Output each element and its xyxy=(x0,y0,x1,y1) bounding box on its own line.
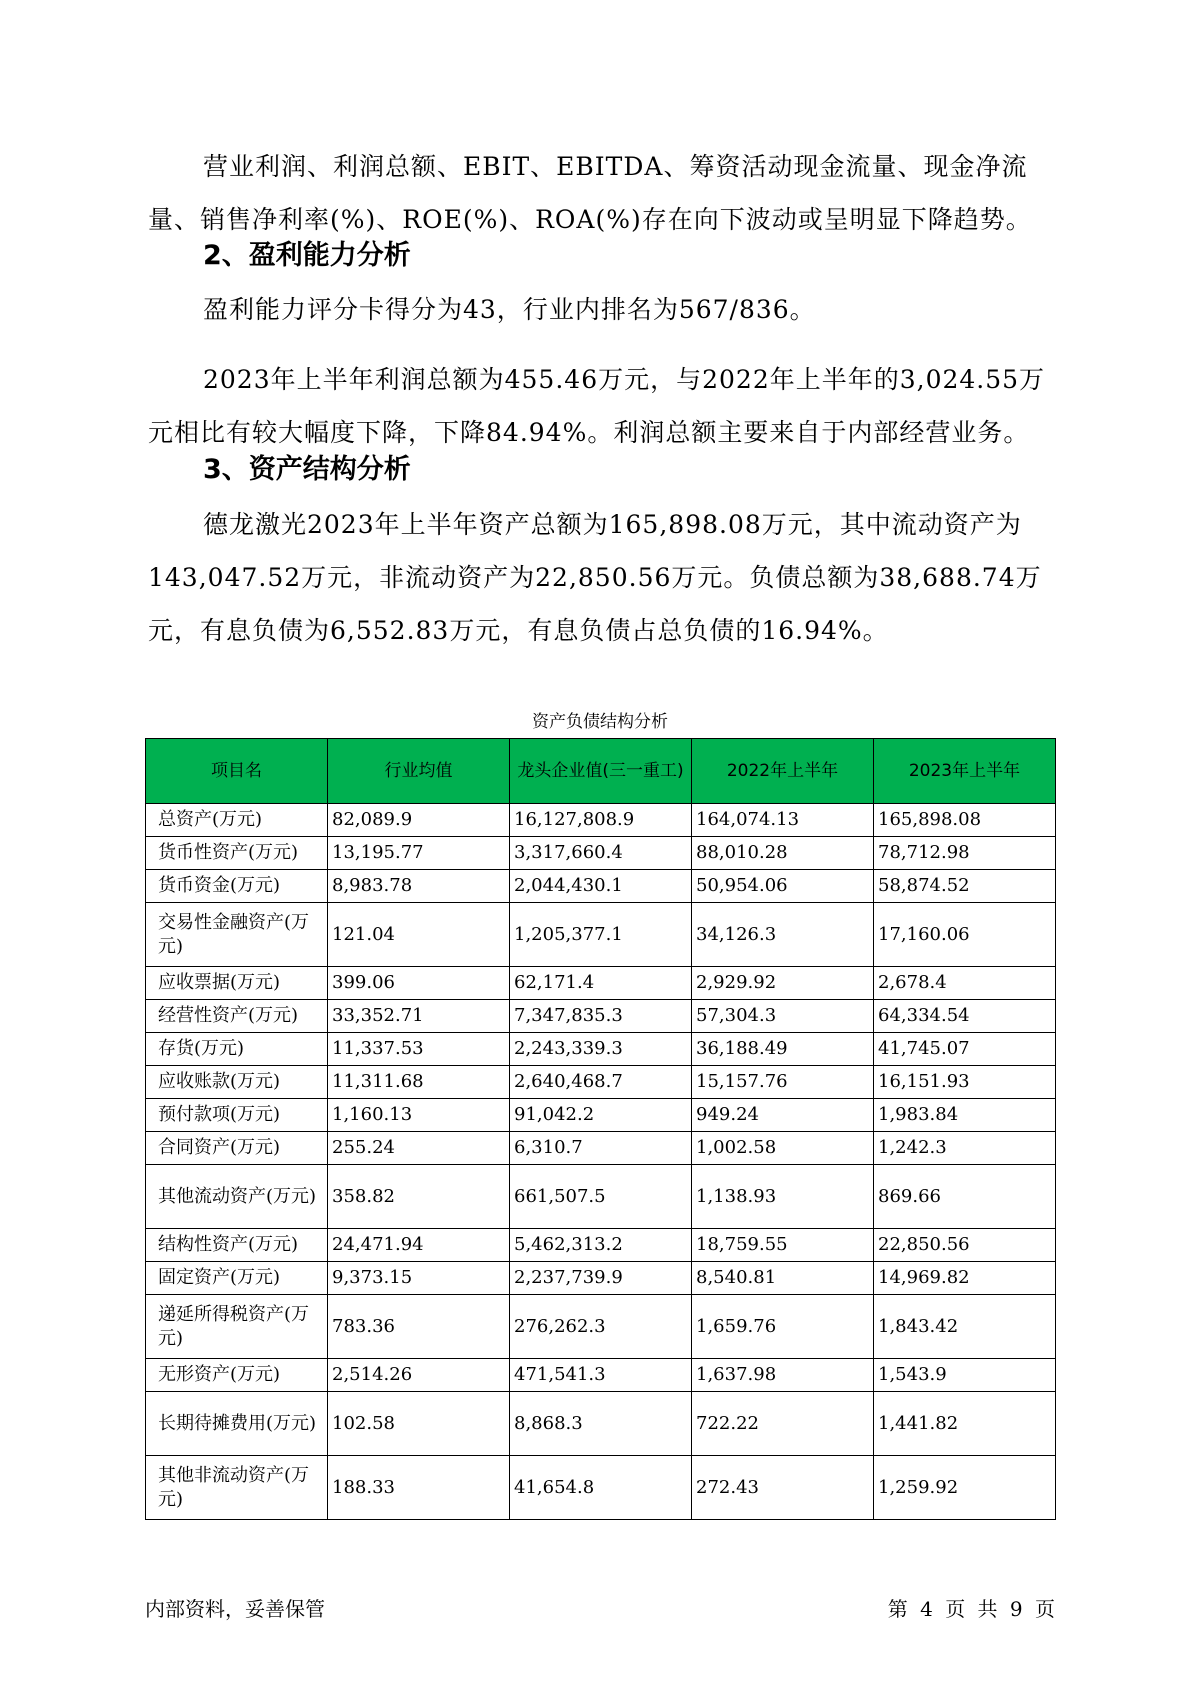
row-2023-h1: 2,678.4 xyxy=(874,967,1056,1000)
row-leader-value: 16,127,808.9 xyxy=(510,804,692,837)
paragraph-total-profit: 2023年上半年利润总额为455.46万元，与2022年上半年的3,024.55万元相比有较大幅度下降，下降84.94%。利润总额主要来自于内部经营业务。 xyxy=(148,365,1046,447)
table-row xyxy=(146,1000,1056,1033)
row-2022-h1: 164,074.13 xyxy=(692,804,874,837)
paragraph-asset-summary: 德龙激光2023年上半年资产总额为165,898.08万元，其中流动资产为143,047.52万元，非流动资产为22,850.56万元。负债总额为38,688.74万元，有息负债为6,552.83万元，有息负债占总负债的16.94%。 xyxy=(148,510,1042,645)
row-2022-h1: 50,954.06 xyxy=(692,870,874,903)
row-leader-value: 2,640,468.7 xyxy=(510,1066,692,1099)
table-row xyxy=(146,1456,1056,1520)
row-item-name: 合同资产(万元) xyxy=(146,1132,328,1165)
row-2023-h1: 869.66 xyxy=(874,1165,1056,1229)
row-industry-avg: 24,471.94 xyxy=(328,1229,510,1262)
row-2023-h1: 165,898.08 xyxy=(874,804,1056,837)
row-2022-h1: 2,929.92 xyxy=(692,967,874,1000)
row-leader-value: 6,310.7 xyxy=(510,1132,692,1165)
row-item-name: 其他非流动资产(万元) xyxy=(146,1456,328,1520)
row-leader-value: 62,171.4 xyxy=(510,967,692,1000)
paragraph-decline-trend: 营业利润、利润总额、EBIT、EBITDA、筹资活动现金流量、现金净流量、销售净利率(%)、ROE(%)、ROA(%)存在向下波动或呈明显下降趋势。 xyxy=(148,152,1032,234)
row-leader-value: 3,317,660.4 xyxy=(510,837,692,870)
row-industry-avg: 33,352.71 xyxy=(328,1000,510,1033)
row-2023-h1: 1,441.82 xyxy=(874,1392,1056,1456)
row-2022-h1: 18,759.55 xyxy=(692,1229,874,1262)
row-leader-value: 471,541.3 xyxy=(510,1359,692,1392)
table-row xyxy=(146,870,1056,903)
row-leader-value: 661,507.5 xyxy=(510,1165,692,1229)
table-row xyxy=(146,1295,1056,1359)
row-2022-h1: 34,126.3 xyxy=(692,903,874,967)
row-industry-avg: 121.04 xyxy=(328,903,510,967)
row-2022-h1: 949.24 xyxy=(692,1099,874,1132)
table-row xyxy=(146,1132,1056,1165)
row-leader-value: 8,868.3 xyxy=(510,1392,692,1456)
row-2022-h1: 57,304.3 xyxy=(692,1000,874,1033)
header-2023-h1: 2023年上半年 xyxy=(874,739,1056,804)
footer-confidential: 内部资料，妥善保管 xyxy=(145,1597,325,1621)
row-leader-value: 41,654.8 xyxy=(510,1456,692,1520)
row-2023-h1: 58,874.52 xyxy=(874,870,1056,903)
row-item-name: 应收账款(万元) xyxy=(146,1066,328,1099)
header-2022-h1: 2022年上半年 xyxy=(692,739,874,804)
row-industry-avg: 102.58 xyxy=(328,1392,510,1456)
row-item-name: 货币资金(万元) xyxy=(146,870,328,903)
heading-asset-structure: 3、资产结构分析 xyxy=(203,454,411,485)
row-item-name: 应收票据(万元) xyxy=(146,967,328,1000)
row-industry-avg: 2,514.26 xyxy=(328,1359,510,1392)
row-item-name: 其他流动资产(万元) xyxy=(146,1165,328,1229)
table-row xyxy=(146,804,1056,837)
heading-profitability: 2、盈利能力分析 xyxy=(203,240,411,271)
row-2022-h1: 15,157.76 xyxy=(692,1066,874,1099)
row-industry-avg: 188.33 xyxy=(328,1456,510,1520)
row-2023-h1: 41,745.07 xyxy=(874,1033,1056,1066)
row-2023-h1: 1,242.3 xyxy=(874,1132,1056,1165)
table-caption: 资产负债结构分析 xyxy=(532,712,668,732)
header-leader-value: 龙头企业值(三一重工) xyxy=(510,739,692,804)
row-leader-value: 2,243,339.3 xyxy=(510,1033,692,1066)
table-row xyxy=(146,1359,1056,1392)
row-leader-value: 2,044,430.1 xyxy=(510,870,692,903)
table-row xyxy=(146,1033,1056,1066)
row-2022-h1: 1,002.58 xyxy=(692,1132,874,1165)
table-row xyxy=(146,837,1056,870)
table-header-row xyxy=(146,739,1056,804)
row-industry-avg: 82,089.9 xyxy=(328,804,510,837)
row-leader-value: 7,347,835.3 xyxy=(510,1000,692,1033)
row-2023-h1: 1,259.92 xyxy=(874,1456,1056,1520)
row-leader-value: 2,237,739.9 xyxy=(510,1262,692,1295)
paragraph-profit-score: 盈利能力评分卡得分为43，行业内排名为567/836。 xyxy=(203,295,816,324)
row-2023-h1: 1,983.84 xyxy=(874,1099,1056,1132)
row-item-name: 交易性金融资产(万元) xyxy=(146,903,328,967)
row-item-name: 总资产(万元) xyxy=(146,804,328,837)
row-item-name: 存货(万元) xyxy=(146,1033,328,1066)
row-2022-h1: 36,188.49 xyxy=(692,1033,874,1066)
table-row xyxy=(146,1262,1056,1295)
row-2023-h1: 14,969.82 xyxy=(874,1262,1056,1295)
row-2022-h1: 88,010.28 xyxy=(692,837,874,870)
row-2022-h1: 8,540.81 xyxy=(692,1262,874,1295)
row-2023-h1: 16,151.93 xyxy=(874,1066,1056,1099)
row-industry-avg: 9,373.15 xyxy=(328,1262,510,1295)
table-row xyxy=(146,1229,1056,1262)
row-industry-avg: 11,311.68 xyxy=(328,1066,510,1099)
row-2023-h1: 78,712.98 xyxy=(874,837,1056,870)
row-2022-h1: 272.43 xyxy=(692,1456,874,1520)
row-2023-h1: 64,334.54 xyxy=(874,1000,1056,1033)
row-industry-avg: 13,195.77 xyxy=(328,837,510,870)
row-leader-value: 5,462,313.2 xyxy=(510,1229,692,1262)
table-row xyxy=(146,967,1056,1000)
row-item-name: 预付款项(万元) xyxy=(146,1099,328,1132)
table-body xyxy=(146,804,1056,1520)
row-item-name: 货币性资产(万元) xyxy=(146,837,328,870)
row-2023-h1: 17,160.06 xyxy=(874,903,1056,967)
row-item-name: 固定资产(万元) xyxy=(146,1262,328,1295)
row-item-name: 无形资产(万元) xyxy=(146,1359,328,1392)
row-industry-avg: 358.82 xyxy=(328,1165,510,1229)
row-industry-avg: 11,337.53 xyxy=(328,1033,510,1066)
table-row xyxy=(146,1099,1056,1132)
header-item-name: 项目名 xyxy=(146,739,328,804)
asset-liability-table xyxy=(145,738,1056,1520)
row-item-name: 结构性资产(万元) xyxy=(146,1229,328,1262)
row-leader-value: 91,042.2 xyxy=(510,1099,692,1132)
table-row xyxy=(146,1165,1056,1229)
table-row xyxy=(146,1066,1056,1099)
row-leader-value: 276,262.3 xyxy=(510,1295,692,1359)
row-leader-value: 1,205,377.1 xyxy=(510,903,692,967)
row-item-name: 长期待摊费用(万元) xyxy=(146,1392,328,1456)
row-2022-h1: 1,659.76 xyxy=(692,1295,874,1359)
footer-page-number: 第 4 页 共 9 页 xyxy=(887,1597,1055,1621)
row-2022-h1: 1,637.98 xyxy=(692,1359,874,1392)
row-2023-h1: 1,843.42 xyxy=(874,1295,1056,1359)
row-industry-avg: 255.24 xyxy=(328,1132,510,1165)
row-item-name: 经营性资产(万元) xyxy=(146,1000,328,1033)
table-row xyxy=(146,1392,1056,1456)
header-industry-avg: 行业均值 xyxy=(328,739,510,804)
row-2023-h1: 1,543.9 xyxy=(874,1359,1056,1392)
row-2022-h1: 1,138.93 xyxy=(692,1165,874,1229)
row-industry-avg: 783.36 xyxy=(328,1295,510,1359)
row-2022-h1: 722.22 xyxy=(692,1392,874,1456)
row-item-name: 递延所得税资产(万元) xyxy=(146,1295,328,1359)
row-industry-avg: 1,160.13 xyxy=(328,1099,510,1132)
row-industry-avg: 399.06 xyxy=(328,967,510,1000)
row-industry-avg: 8,983.78 xyxy=(328,870,510,903)
table-row xyxy=(146,903,1056,967)
row-2023-h1: 22,850.56 xyxy=(874,1229,1056,1262)
